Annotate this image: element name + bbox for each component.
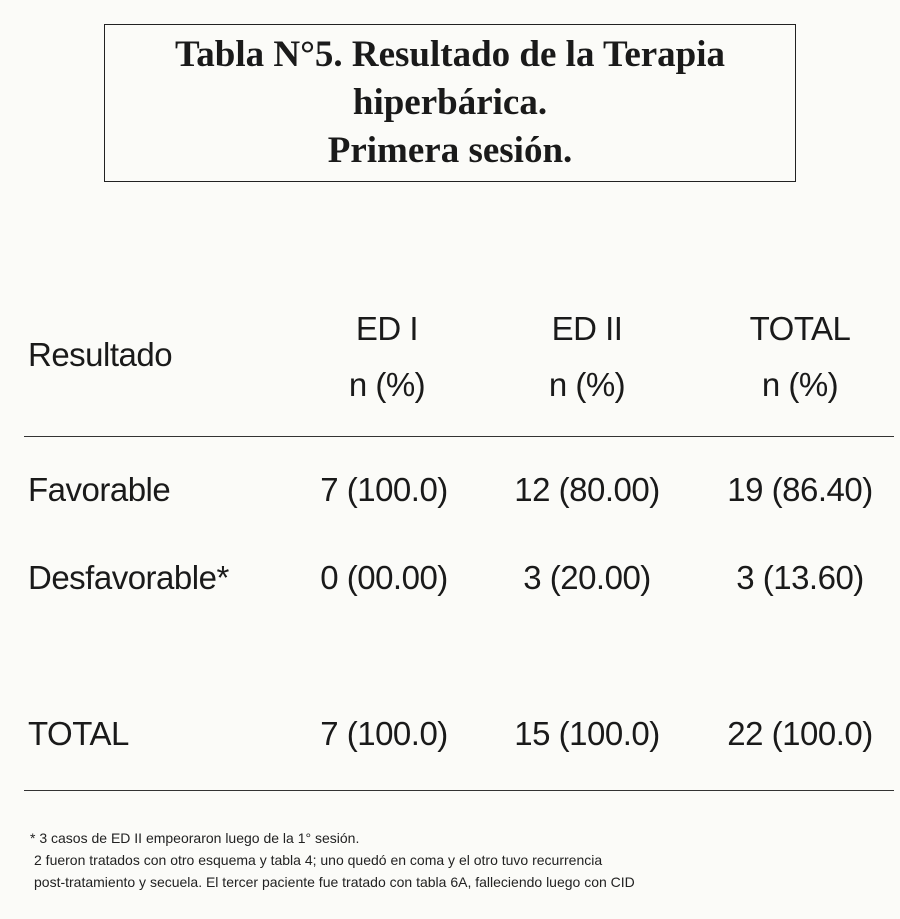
table-bottom-rule	[24, 790, 894, 791]
footnote-line-3: post-tratamiento y secuela. El tercer paciente fue tratado con tabla 6A, falleciendo luego con CID	[34, 874, 635, 890]
cell-favorable-ed2: 12 (80.00)	[514, 471, 660, 508]
cell-favorable-total: 19 (86.40)	[727, 471, 873, 508]
cell-total-total: 22 (100.0)	[727, 715, 873, 752]
table-title-line-1: Tabla N°5. Resultado de la Terapia hiperbárica.	[174, 33, 726, 123]
cell-desfavorable-ed2: 3 (20.00)	[523, 559, 651, 596]
header-ed1: ED I	[355, 310, 419, 347]
row-label-desfavorable: Desfavorable*	[28, 559, 229, 596]
table-title-line-2: Primera sesión.	[327, 130, 573, 172]
cell-favorable-ed1: 7 (100.0)	[320, 471, 448, 508]
cell-total-ed1: 7 (100.0)	[320, 715, 448, 752]
cell-desfavorable-ed1: 0 (00.00)	[320, 559, 448, 596]
header-ed2-n-pct: n (%)	[548, 366, 626, 403]
table-title-box	[104, 24, 796, 182]
row-label-total: TOTAL	[28, 715, 129, 752]
header-total: TOTAL	[749, 310, 851, 347]
footnote-line-1: * 3 casos de ED II empeoraron luego de la 1° sesión.	[30, 830, 360, 846]
cell-total-ed2: 15 (100.0)	[514, 715, 660, 752]
row-label-favorable: Favorable	[28, 471, 171, 508]
header-ed2: ED II	[551, 310, 623, 347]
header-resultado: Resultado	[28, 336, 173, 373]
cell-desfavorable-total: 3 (13.60)	[736, 559, 864, 596]
table-footnote	[30, 827, 635, 893]
header-divider	[24, 436, 894, 437]
footnote-line-2: 2 fueron tratados con otro esquema y tabla 4; uno quedó en coma y el otro tuvo recurrencia	[34, 852, 603, 868]
header-ed1-n-pct: n (%)	[348, 366, 426, 403]
header-total-n-pct: n (%)	[761, 366, 839, 403]
